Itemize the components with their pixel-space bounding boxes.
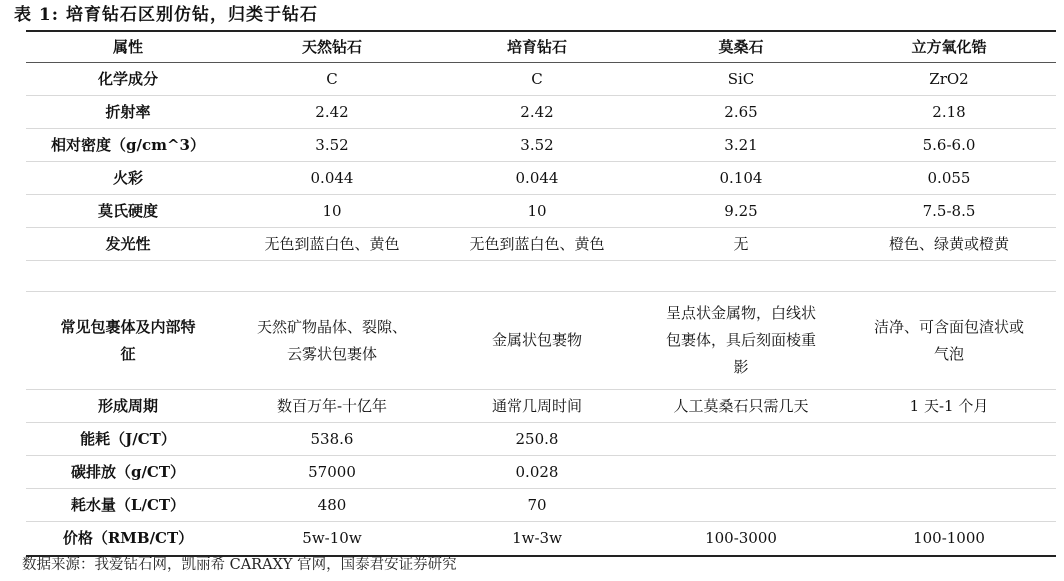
row-label: 相对密度（g/cm^3） bbox=[51, 135, 205, 154]
table-cell bbox=[842, 456, 1056, 488]
table-cell: 480 bbox=[317, 495, 347, 514]
table-cell: 人工莫桑石只需几天 bbox=[673, 396, 809, 415]
table-cell: 100-1000 bbox=[913, 529, 985, 547]
row-label: 常见包裹体及内部特征 bbox=[60, 317, 196, 363]
table-header-row bbox=[26, 32, 1056, 63]
table-cell: 57000 bbox=[308, 462, 356, 481]
row-label: 形成周期 bbox=[97, 396, 158, 415]
row-label bbox=[26, 261, 230, 291]
table-cell bbox=[842, 261, 1056, 291]
table-cell: 0.044 bbox=[310, 168, 354, 187]
table-row bbox=[26, 489, 1056, 522]
table-cell: 5w-10w bbox=[302, 529, 362, 547]
table-cell bbox=[640, 456, 842, 488]
table-row bbox=[26, 195, 1056, 228]
table-cell bbox=[640, 489, 842, 521]
table-cell: SiC bbox=[727, 69, 755, 88]
header-cell: 立方氧化锆 bbox=[911, 37, 987, 56]
header-cell: 天然钻石 bbox=[301, 37, 362, 56]
table-cell: 2.42 bbox=[520, 102, 554, 121]
row-label: 化学成分 bbox=[97, 69, 158, 88]
row-label: 耗水量（L/CT） bbox=[70, 495, 186, 514]
table-row bbox=[26, 228, 1056, 261]
table-cell: 538.6 bbox=[310, 429, 354, 448]
header-cell: 莫桑石 bbox=[718, 37, 764, 56]
table-cell: 呈点状金属物，白线状包裹体，具后刻面棱重影 bbox=[665, 304, 816, 376]
table-cell bbox=[434, 261, 640, 291]
table-row bbox=[26, 423, 1056, 456]
table-cell: 3.21 bbox=[724, 135, 758, 154]
row-label: 发光性 bbox=[105, 234, 151, 253]
table-cell: 金属状包裹物 bbox=[491, 331, 582, 349]
table-row bbox=[26, 96, 1056, 129]
table-cell: 数百万年-十亿年 bbox=[276, 396, 388, 415]
table-cell: 通常几周时间 bbox=[491, 396, 582, 415]
table-cell: 橙色、绿黄或橙黄 bbox=[888, 234, 1009, 253]
table-cell: 无 bbox=[733, 234, 749, 253]
table-cell bbox=[230, 261, 434, 291]
table-cell: C bbox=[326, 69, 338, 88]
table-cell bbox=[842, 489, 1056, 521]
table-row bbox=[26, 129, 1056, 162]
header-cell: 培育钻石 bbox=[506, 37, 567, 56]
row-label: 碳排放（g/CT） bbox=[70, 462, 186, 481]
row-label: 价格（RMB/CT） bbox=[62, 529, 194, 547]
table-cell: 2.18 bbox=[932, 102, 966, 121]
table-cell: 100-3000 bbox=[705, 529, 777, 547]
table-cell: 0.028 bbox=[515, 462, 559, 481]
table-cell bbox=[640, 423, 842, 455]
table-row bbox=[26, 390, 1056, 423]
table-cell: 2.42 bbox=[315, 102, 349, 121]
row-label: 火彩 bbox=[112, 168, 143, 187]
table-cell: 2.65 bbox=[724, 102, 758, 121]
table-cell: 天然矿物晶体、裂隙、云雾状包裹体 bbox=[256, 317, 407, 363]
table-cell: 250.8 bbox=[515, 429, 559, 448]
table-cell: 无色到蓝白色、黄色 bbox=[469, 234, 605, 253]
table-cell: 0.104 bbox=[719, 168, 763, 187]
table-cell: ZrO2 bbox=[929, 69, 969, 88]
row-label: 莫氏硬度 bbox=[97, 201, 158, 220]
table-row bbox=[26, 162, 1056, 195]
table-cell: 0.044 bbox=[515, 168, 559, 187]
table-cell: 70 bbox=[527, 495, 547, 514]
table-cell: 10 bbox=[322, 201, 342, 220]
table-row bbox=[26, 292, 1056, 390]
table-cell: 3.52 bbox=[315, 135, 349, 154]
table-row bbox=[26, 63, 1056, 96]
table-cell bbox=[640, 261, 842, 291]
table-cell: 9.25 bbox=[724, 201, 758, 220]
table-cell: 10 bbox=[527, 201, 547, 220]
table-cell bbox=[842, 423, 1056, 455]
table-cell: 洁净、可含面包渣状或气泡 bbox=[873, 317, 1024, 363]
table-title: 表 1: 培育钻石区别仿钻，归类于钻石 bbox=[14, 5, 318, 25]
table-cell: 3.52 bbox=[520, 135, 554, 154]
table-row-empty bbox=[26, 261, 1056, 292]
table-row bbox=[26, 456, 1056, 489]
source-note: 数据来源：我爱钻石网，凯丽希 CARAXY 官网，国泰君安证券研究 bbox=[22, 557, 457, 573]
table-cell: 无色到蓝白色、黄色 bbox=[264, 234, 400, 253]
table-cell: 0.055 bbox=[927, 168, 971, 187]
table-cell: 1w-3w bbox=[512, 529, 562, 547]
header-cell: 属性 bbox=[112, 37, 143, 56]
table-cell: 5.6-6.0 bbox=[922, 135, 976, 154]
comparison-table bbox=[26, 30, 1056, 557]
table-cell: 1 天-1 个月 bbox=[909, 396, 989, 415]
table-cell: 7.5-8.5 bbox=[922, 201, 976, 220]
row-label: 折射率 bbox=[105, 102, 151, 121]
row-label: 能耗（J/CT） bbox=[80, 429, 176, 448]
table-cell: C bbox=[531, 69, 543, 88]
